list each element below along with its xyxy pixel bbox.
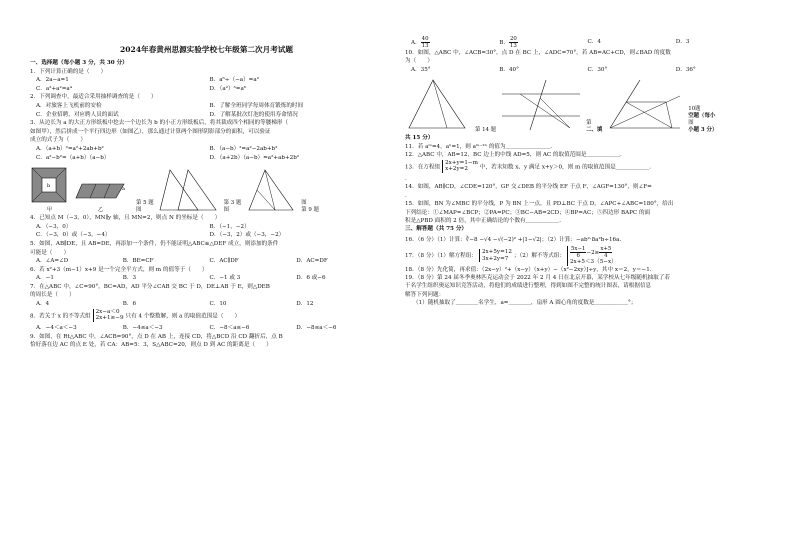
q3-line-3: 成立的式子为（ ） xyxy=(30,137,86,144)
q2-option-d[interactable]: D．了解某批次灯泡的使用寿命情况 xyxy=(209,111,298,118)
q13-eq-2: x+2y=2 xyxy=(445,166,468,173)
section2-caption-a: 二、填 xyxy=(586,127,603,134)
q6-stem: 6．若 x²+3（m−1）x+9 是一个完全平方式，则 m 的值等于（ ） xyxy=(30,266,208,273)
q1-option-b[interactable]: B．a⁶÷（−a）=a² xyxy=(209,77,259,84)
q1-option-d[interactable]: D．（a²）³=a⁶ xyxy=(209,85,247,92)
fig5-caption: 第 5 题 xyxy=(136,200,154,207)
q4-option-c[interactable]: C．（−3，0）或（−3，−4） xyxy=(36,232,111,239)
q4-option-a[interactable]: A．（−3，0） xyxy=(36,223,72,230)
q13-end-dot: ． xyxy=(405,175,411,182)
figure-q7 xyxy=(245,166,297,214)
q11-text: 11．若 aᵐ=4，aⁿ=1，则 aᵐ⁻²ⁿ 的值为＿＿＿＿＿＿＿＿． xyxy=(405,143,556,150)
q17-eq-1: 2x+5y=12 xyxy=(481,248,512,255)
q3-option-c[interactable]: C．a²−b²=（a+b）（a−b） xyxy=(36,154,110,161)
q8-stem xyxy=(30,309,383,324)
fig3-caption-tail: 图 xyxy=(223,207,230,214)
q2-option-c[interactable]: C．企业招聘，对应聘人员的面试 xyxy=(36,111,119,118)
q4-option-d[interactable]: D．（−3，2）或（−3，−2） xyxy=(209,232,285,239)
q6-option-b[interactable]: B．3 xyxy=(122,275,137,282)
q3-option-b[interactable]: B．（a−b）²=a²−2ab+b² xyxy=(209,145,278,152)
q19-line-3: 解答下列问题： xyxy=(405,291,445,298)
q1-stem: 1．下列计算正确的是（ ） xyxy=(30,68,107,75)
q6-option-d[interactable]: D．6 或−6 xyxy=(296,275,326,282)
section2-caption-b: 空题（每小 xyxy=(688,113,716,120)
right-figure-row xyxy=(405,74,764,134)
figure-label-b: b xyxy=(47,183,51,190)
q9-line-1: 9．如图，在 Rt△ABC 中，∠ACB=90°，点 D 在 AB 上，连接 CD，将△BCD 沿 CD 翻折后，点 B xyxy=(30,333,283,340)
q17-inequality-system: $\frac{5x-1}{6}$ −2≥ $\frac{x+5}{4}$ 2x+5＜3（5−x） xyxy=(567,246,617,266)
q8-option-c[interactable]: C．−8＜a≤−6 xyxy=(209,324,250,331)
q1-option-a[interactable]: A．2a−a=1 xyxy=(36,77,69,84)
fig10-prefix: 第 xyxy=(586,120,592,127)
q5-option-c[interactable]: C．AC∥DF xyxy=(209,258,239,265)
q5-option-b[interactable]: B．BE=CF xyxy=(122,258,154,265)
q5-line-1: 5．如图，AB∥DE，且 AB=DE，再添加一个条件，仍不能证明△ABC≌△DEF 成立，则添加的条件 xyxy=(30,240,279,247)
q13-eq-1: 2x+y=1−m xyxy=(445,159,478,166)
q8-option-a[interactable]: A．−4＜a＜−3 xyxy=(36,324,77,331)
right-column xyxy=(397,0,794,540)
q10-option-a[interactable]: A．35° xyxy=(411,66,431,73)
section-choice-heading: 一、选择题（每小题 3 分，共 30 分） xyxy=(30,60,128,66)
q17-text xyxy=(405,246,764,266)
q19-line-1: 19．（8 分）第 24 届冬季奥林匹克运动会于 2022 年 2 月 4 日在北京开幕，某学校从七年级随机抽取了若 xyxy=(405,274,670,281)
q9-line-2: 恰好落在边 AC 的点 E 处，若 CA：AB=5：3，S△ABC=20，则点 D 到 AC 的距离是（ ） xyxy=(30,342,272,349)
q16-text: 16．（6 分）（1）计算：∛−8 −√4 −√(−2)² +|1−√2|；（2）计算：−ab²·8a²b÷16a． xyxy=(405,236,626,243)
q10-stem: 10．如图，△ABC 中，∠ACB=30°，点 D 在 BC 上，∠ADC=70°，若 AB=AC+CD，则∠BAD 的度数 xyxy=(405,50,671,56)
q3-option-a[interactable]: A．（a+b）²=a²+2ab+b² xyxy=(36,145,104,152)
q17-pre: 17．（8 分）（1）解方程组： xyxy=(405,252,477,259)
q10-option-c[interactable]: C．30° xyxy=(587,66,608,73)
q10-option-b[interactable]: B．40° xyxy=(499,66,519,73)
q13-post: 中，若未知数 x、y 满足 x+y＞0，则 m 的取值范围是＿＿＿＿＿＿． xyxy=(479,163,655,170)
q6-option-a[interactable]: A．−1 xyxy=(36,275,54,282)
q8-stem-pre: 8．若关于 x 的不等式组 xyxy=(30,312,91,319)
q9-option-c[interactable]: C．4 xyxy=(587,39,601,45)
q13-equation-system xyxy=(442,160,478,174)
q17-equation-system xyxy=(479,249,512,263)
q3-option-d[interactable]: D．（a+2b）（a−b）=a²+ab+2b² xyxy=(209,154,300,161)
q19-sub1: （1）随机抽取了＿＿＿＿名学生，a=＿＿＿＿，扇形 A 圆心角的度数是＿＿＿＿＿＿°； xyxy=(413,300,637,307)
q2-option-b[interactable]: B．了解全班同学每周体育锻炼的时间 xyxy=(209,102,304,109)
fig13-caption-tail: 小题 3 分） xyxy=(688,127,718,134)
section3-heading: 三、解答题（共 75 分） xyxy=(405,226,468,233)
q19-line-2: 干名学生组织奥运知识竞答活动，将他们的成绩进行整理，得到如图不完整的统计图表，请根据信息 xyxy=(405,283,652,290)
q3-line-2: 如图甲），然后拼成一个平行四边形（如图乙），那么通过计算两个图形阴影部分的面积，可以验证 xyxy=(30,128,271,135)
figure-yi xyxy=(74,166,132,214)
fig14-caption: 第 14 题 xyxy=(475,127,497,134)
q5-option-a[interactable]: A．∠A=∠D xyxy=(36,258,69,265)
q10-tail: 为（ ） xyxy=(405,58,433,65)
q17-mid: ；（2）解不等式组： xyxy=(513,252,565,259)
q12-text: 12．△ABC 中，AB=12，BC 边上的中线 AD=5，则 AC 的取值范围是＿＿＿＿＿＿． xyxy=(405,152,626,159)
q2-stem: 2．下列调查中，最适合采用抽样调查的是（ ） xyxy=(30,94,157,101)
figure-q10 xyxy=(405,76,471,134)
q9-option-d[interactable]: D．3 xyxy=(675,39,690,45)
q8-stem-post: 只有 4 个整数解，则 a 的取值范围是（ ） xyxy=(125,312,241,319)
figure-label-yi: 乙 xyxy=(98,207,104,214)
q17-eq-2: 3x+2y=7 xyxy=(481,255,509,262)
q9-options xyxy=(405,36,764,49)
q3-line-1: 3．从边长为 a 的大正方形纸板中挖去一个边长为 b 的小正方形纸板后，将其裁成四个相同的等腰梯形（ xyxy=(30,120,289,127)
fig10-caption: 10题 xyxy=(688,106,701,113)
q15-line-3: 积是△PBD 面积的 2 倍，其中正确结论的个数有＿＿＿＿＿＿． xyxy=(405,217,565,224)
q8-option-d[interactable]: D．−8≤a＜−6 xyxy=(296,324,337,331)
figure-label-jia: 甲 xyxy=(47,207,53,214)
q7-option-a[interactable]: A．4 xyxy=(36,301,50,308)
q14-text: 14．如图，AB∥CD，∠CDE=120°，GF 交∠DEB 的平分线 EF 于点 F，∠AGF=130°，则∠F= xyxy=(405,184,652,191)
q9-option-a[interactable]: A． $\frac{40}{13}$ xyxy=(411,36,429,49)
q1-options xyxy=(30,76,383,85)
q6-option-c[interactable]: C．−1 或 3 xyxy=(209,275,241,282)
q7-option-d[interactable]: D．12 xyxy=(296,301,314,308)
q5-option-d[interactable]: D．AC=DF xyxy=(296,258,328,265)
q7-line-1: 7．在△ABC 中，∠C=90°，BC=AD，AD 平分∠CAB 交 BC 于 D，DE⊥AB 于 E，则△DEB xyxy=(30,283,270,290)
fig9-caption: 图 xyxy=(301,200,307,207)
q4-stem: 4．已知点 M（−3，0），MN∥y 轴，且 MN=2，则点 N 的坐标是（ ） xyxy=(30,215,221,222)
figure-row xyxy=(30,162,383,214)
fig13-caption: 图 xyxy=(688,120,694,127)
q10-option-d[interactable]: D．36° xyxy=(675,66,696,73)
figure-q5 xyxy=(158,166,220,214)
fig5-caption-tail: 图 xyxy=(136,207,142,214)
q13-text xyxy=(405,160,764,175)
section2-tail: 共 15 分） xyxy=(405,135,434,142)
q17-ineq-2: 2x+5＜3（5−x） xyxy=(570,258,617,265)
exam-title: 2024年春黄州思源实验学校七年级第二次月考试题 xyxy=(119,45,293,54)
q18-text: 18．（8 分）先化简，再求值：（2x−y）²+（x−y）（x+y）−（x²−2xy）]÷y，其中 x＝2，y＝−1． xyxy=(405,266,656,273)
fig9-caption-tail: 第 9 题 xyxy=(301,207,319,214)
q8-inequality-system xyxy=(93,309,124,323)
q14-tail: ． xyxy=(405,192,411,199)
figure-jia xyxy=(30,166,70,214)
q8-ineq-1: 2x−a＜0 xyxy=(95,308,120,315)
figure-q15 xyxy=(606,76,684,134)
q4-option-b[interactable]: B．（−1，−2） xyxy=(209,223,250,230)
q15-line-1: 15．如图，BN 为∠MBC 的平分线，P 为 BN 上一点，且 PD⊥BC 于点 D，∠APC+∠ABC=180°，给出 xyxy=(405,201,674,208)
q1-option-c[interactable]: C．a²+a²=a⁴ xyxy=(36,85,72,92)
q8-ineq-2: 2x+1≥−9 xyxy=(95,315,124,322)
q13-pre: 13．在方程组 xyxy=(405,163,441,170)
q9-option-b[interactable]: B． $\frac{20}{13}$ xyxy=(499,36,517,49)
q7-option-c[interactable]: C．10 xyxy=(209,301,227,308)
figure-q14 xyxy=(500,76,582,134)
fig3-caption: 第 3 题 xyxy=(223,200,242,207)
figure-label-a: a xyxy=(122,186,125,193)
q8-option-b[interactable]: B．−4≤a＜−3 xyxy=(122,324,163,331)
q5-line-2: 可能是（ ） xyxy=(30,249,70,256)
q7-line-2: 的周长是（ ） xyxy=(30,292,75,299)
q7-option-b[interactable]: B．6 xyxy=(122,301,137,308)
q15-line-2: 下列结论：①∠MAP=∠BCP；②PA=PC；③BC−AB=2CD；④BP=AC；⑤四边形 BAPC 的面 xyxy=(405,209,651,216)
q2-option-a[interactable]: A．对旅客上飞机前的安检 xyxy=(36,102,102,109)
